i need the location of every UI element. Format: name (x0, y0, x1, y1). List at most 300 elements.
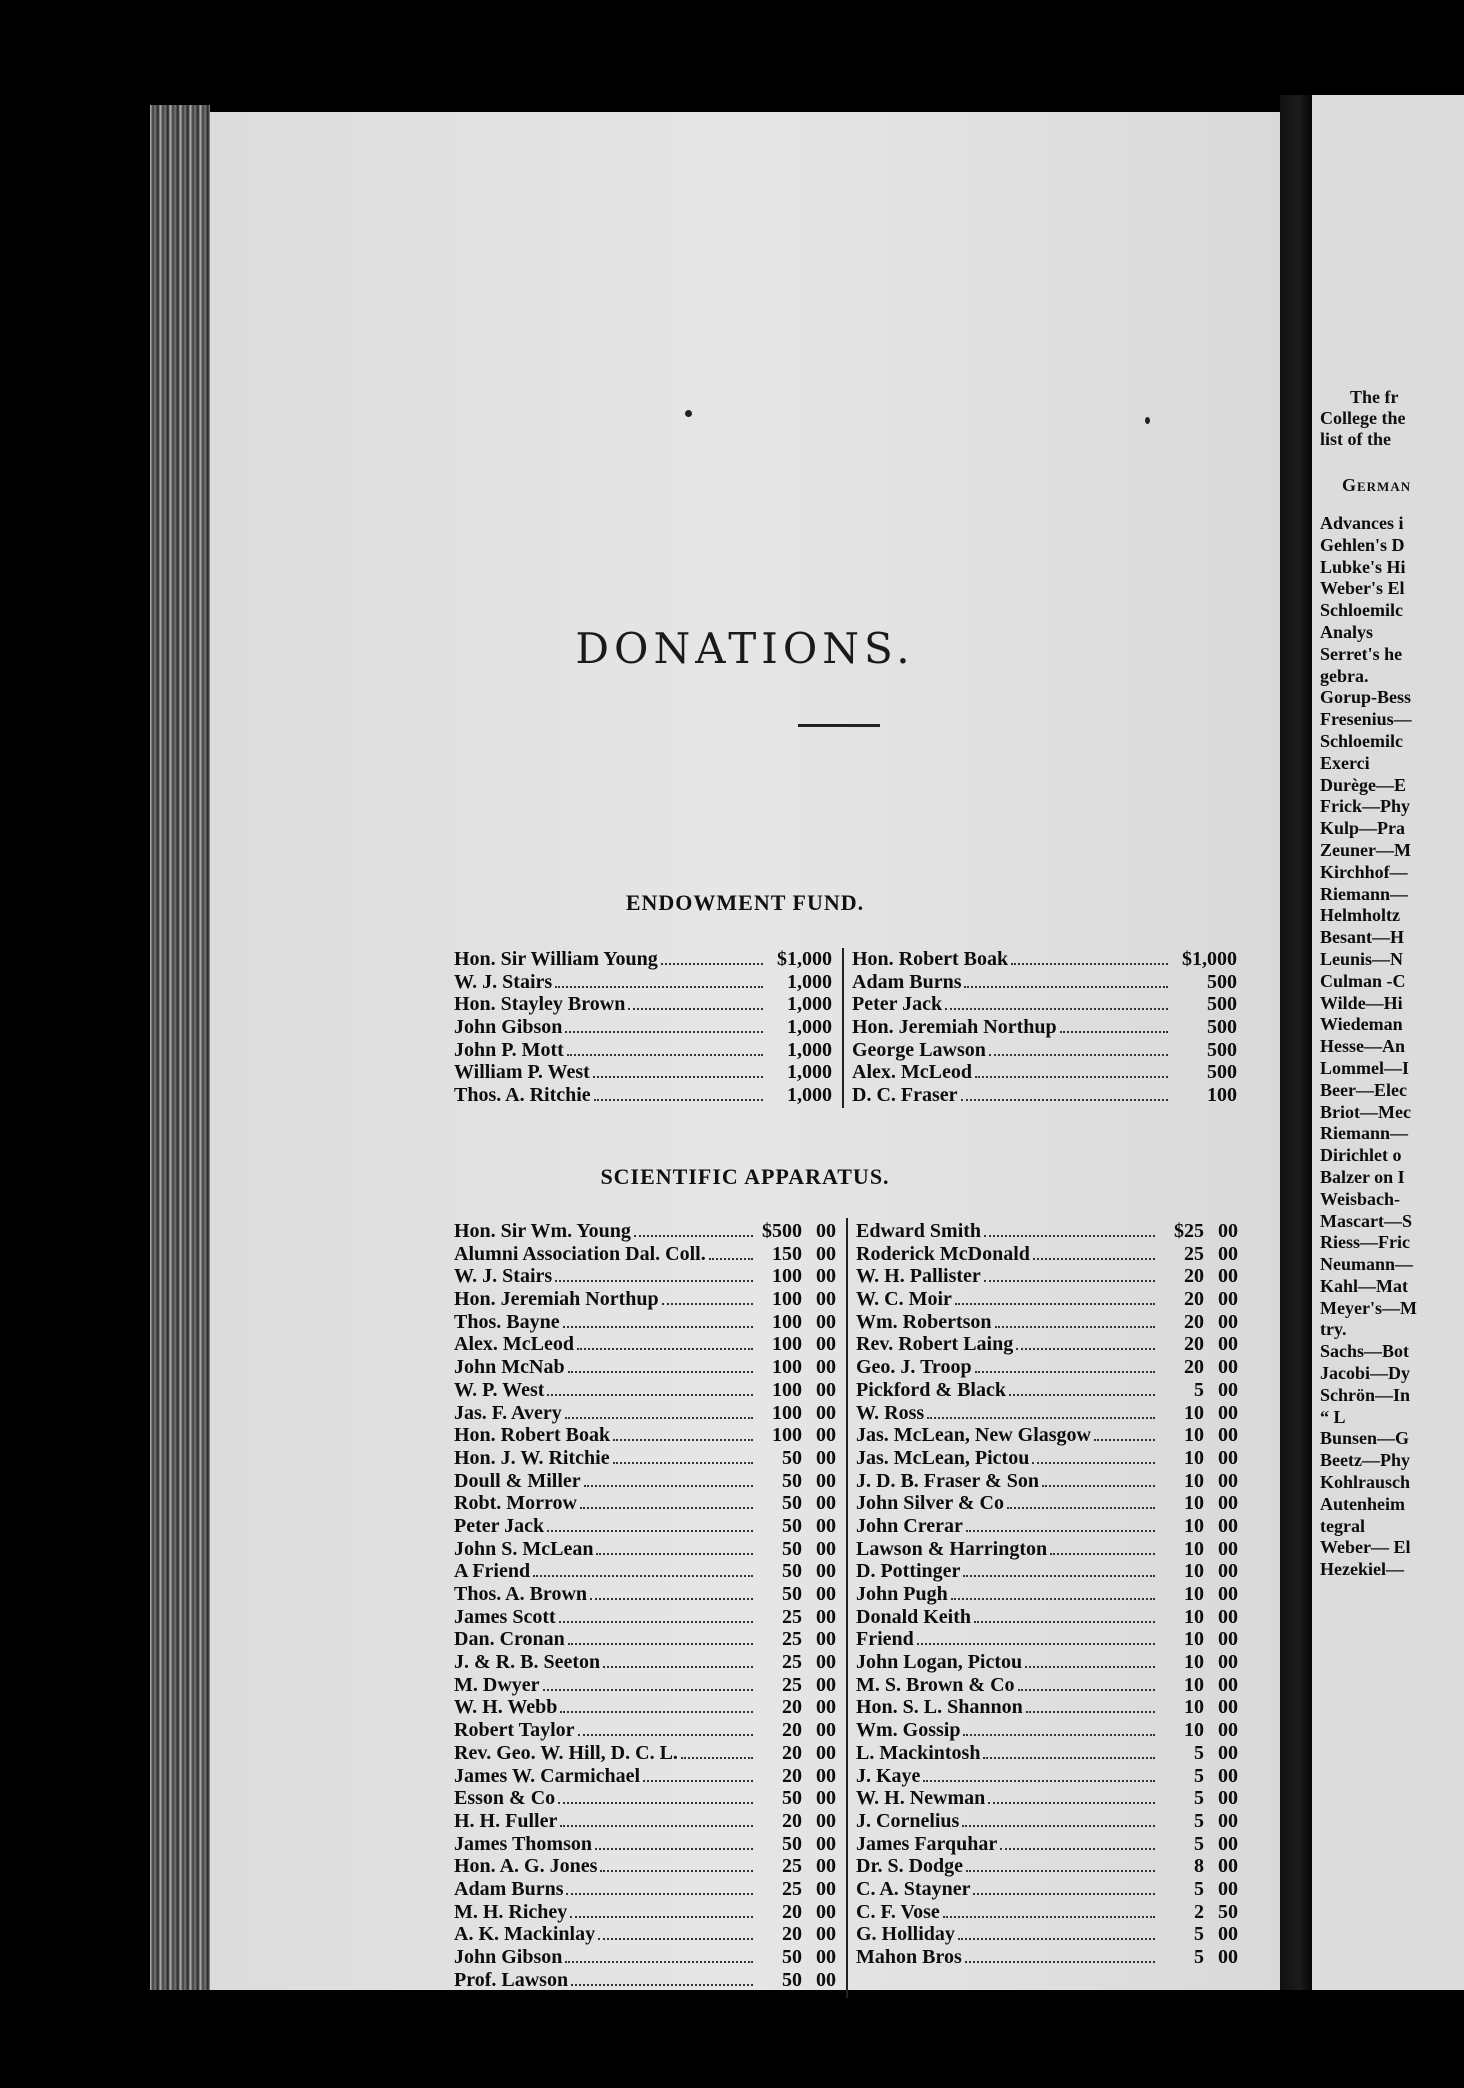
donor-name: John Logan, Pictou (856, 1651, 1023, 1674)
donor-row (852, 1061, 1237, 1084)
facing-list-item: Lommel—I (1320, 1057, 1409, 1078)
leader-dots (951, 1598, 1155, 1600)
donation-amount (1158, 1515, 1238, 1538)
leader-dots (963, 1734, 1155, 1736)
amount-cents: 00 (1218, 1310, 1238, 1333)
donor-row (454, 1969, 836, 1992)
donor-name: Thos. Bayne (454, 1310, 560, 1333)
amount-dollars: 20 (1184, 1265, 1204, 1288)
amount-dollars: 10 (1184, 1696, 1204, 1719)
donor-name: W. H. Pallister (856, 1265, 981, 1288)
donor-name: Peter Jack (852, 993, 943, 1016)
donation-amount (756, 1923, 836, 1946)
facing-list-item: Advances i (1320, 513, 1404, 533)
amount-cents: 00 (1218, 1719, 1238, 1742)
leader-dots (927, 1417, 1155, 1419)
donor-name: Adam Burns (454, 1877, 564, 1900)
leader-dots (628, 1008, 763, 1010)
donor-name: W. P. West (454, 1378, 545, 1401)
facing-list-item: Beer—Elec (1320, 1079, 1407, 1100)
donation-amount (1158, 1220, 1238, 1243)
facing-list (1320, 513, 1417, 1581)
donor-row (454, 1515, 836, 1538)
leader-dots (559, 1621, 753, 1623)
leader-dots (958, 1938, 1155, 1940)
leader-dots (594, 1099, 763, 1101)
leader-dots (590, 1598, 753, 1600)
donor-name: Robt. Morrow (454, 1492, 577, 1515)
facing-list-item: Besant—H (1320, 927, 1405, 948)
donation-amount (1158, 1765, 1238, 1788)
amount-dollars: 20 (782, 1696, 802, 1719)
donor-name: Pickford & Black (856, 1378, 1006, 1401)
amount-cents: 00 (816, 1855, 836, 1878)
amount-cents: 00 (816, 1923, 836, 1946)
amount-cents: 00 (816, 1651, 836, 1674)
facing-list-item: Culman -C (1320, 970, 1406, 991)
donor-row (454, 1696, 836, 1719)
amount-cents: 00 (1218, 1923, 1238, 1946)
donor-name: Hon. Sir Wm. Young (454, 1220, 631, 1242)
leader-dots (600, 1870, 753, 1872)
amount-dollars: $25 (1174, 1220, 1204, 1242)
amount-dollars: 20 (1184, 1310, 1204, 1333)
amount-dollars: 50 (782, 1946, 802, 1968)
donation-amount (1158, 1356, 1238, 1379)
donor-row (856, 1719, 1238, 1742)
facing-list-item: try. (1320, 1319, 1347, 1340)
column-divider (846, 1218, 848, 1998)
donor-name: James Scott (454, 1605, 556, 1628)
donor-name: John Pugh (856, 1583, 948, 1605)
amount-dollars: 25 (1184, 1242, 1204, 1265)
donor-name: G. Holliday (856, 1923, 955, 1946)
donor-row (454, 1220, 836, 1243)
donor-name: J. & R. B. Seeton (454, 1651, 601, 1674)
facing-intro-line: College the (1320, 408, 1406, 428)
leader-dots (975, 1076, 1168, 1078)
donor-row (856, 1356, 1238, 1379)
donation-amount (756, 1901, 836, 1924)
leader-dots (681, 1757, 753, 1759)
amount-dollars: 50 (782, 1492, 802, 1515)
amount-cents: 00 (816, 1378, 836, 1401)
donation-amount (756, 1424, 836, 1447)
page-title: DONATIONS. (575, 624, 915, 673)
donation-amount: 500 (1207, 1061, 1237, 1084)
leader-dots (584, 1485, 753, 1487)
donor-name: W. J. Stairs (454, 970, 553, 993)
donation-amount (1158, 1878, 1238, 1901)
donor-name: Jas. F. Avery (454, 1401, 562, 1424)
amount-dollars: 50 (782, 1469, 802, 1492)
donor-row (454, 1765, 836, 1788)
amount-dollars: 100 (772, 1265, 802, 1288)
amount-cents: 00 (816, 1832, 836, 1855)
amount-dollars: 50 (782, 1583, 802, 1605)
donor-name: H. H. Fuller (454, 1809, 558, 1832)
amount-dollars: 20 (782, 1809, 802, 1832)
endowment-heading: ENDOWMENT FUND. (625, 890, 865, 915)
donor-row (454, 1016, 832, 1039)
leader-dots (709, 1258, 753, 1260)
facing-list-item: Exerci (1320, 752, 1370, 773)
donation-amount (1158, 1696, 1238, 1719)
amount-cents: 00 (816, 1583, 836, 1605)
donor-name: Dr. S. Dodge (856, 1855, 964, 1878)
facing-list-item: Riemann— (1320, 1123, 1409, 1144)
donor-name: A. K. Mackinlay (454, 1923, 596, 1946)
donor-row (856, 1515, 1238, 1538)
donor-name: Wm. Robertson (856, 1310, 992, 1333)
donor-row (454, 1288, 836, 1311)
donation-amount (756, 1696, 836, 1719)
facing-list-item: Kohlrausch (1320, 1472, 1411, 1493)
ink-speck (685, 410, 692, 417)
donor-name: L. Mackintosh (856, 1741, 981, 1764)
leader-dots (577, 1348, 753, 1350)
amount-dollars: 8 (1194, 1855, 1204, 1878)
facing-list-item: Mascart—S (1320, 1210, 1412, 1231)
amount-cents: 00 (1218, 1492, 1238, 1515)
amount-cents: 00 (816, 1628, 836, 1651)
amount-cents: 00 (1218, 1832, 1238, 1855)
donor-row (856, 1651, 1238, 1674)
donor-name: J. Cornelius (856, 1809, 960, 1832)
facing-list-item: Frick—Phy (1320, 796, 1410, 817)
leader-dots (598, 1938, 753, 1940)
leader-dots (1033, 1258, 1155, 1260)
amount-cents: 00 (1218, 1764, 1238, 1787)
donor-row (856, 1470, 1238, 1493)
donor-name: Thos. A. Ritchie (454, 1084, 591, 1107)
facing-list-item: Autenheim (1320, 1493, 1405, 1514)
facing-list-item: Riemann— (1320, 883, 1409, 904)
leader-dots (567, 1054, 763, 1056)
donor-row (856, 1787, 1238, 1810)
amount-dollars: 100 (772, 1288, 802, 1311)
donor-name: Hon. Jeremiah Northup (454, 1288, 659, 1311)
donation-amount: 1,000 (787, 1016, 832, 1039)
book-gutter (1280, 95, 1312, 1990)
amount-cents: 00 (1218, 1242, 1238, 1265)
donation-amount (1158, 1606, 1238, 1629)
donor-name: Rev. Robert Laing (856, 1333, 1014, 1356)
donations-page (210, 112, 1280, 1990)
donor-row (454, 1379, 836, 1402)
leader-dots (568, 1371, 753, 1373)
donor-name: Hon. J. W. Ritchie (454, 1446, 610, 1469)
donation-amount (756, 1628, 836, 1651)
leader-dots (555, 986, 763, 988)
donation-amount (756, 1243, 836, 1266)
donor-row (852, 1016, 1237, 1039)
donation-amount: 1,000 (787, 1061, 832, 1084)
amount-cents: 00 (1218, 1583, 1238, 1605)
donation-amount (756, 1288, 836, 1311)
donation-amount: $1,000 (1182, 948, 1237, 970)
donor-row (454, 1424, 836, 1447)
amount-cents: 00 (816, 1333, 836, 1356)
donor-row (856, 1311, 1238, 1334)
donor-name: James W. Carmichael (454, 1764, 641, 1787)
amount-cents: 00 (816, 1719, 836, 1742)
amount-dollars: 20 (782, 1764, 802, 1787)
donor-name: J. D. B. Fraser & Son (856, 1469, 1039, 1492)
donor-row (856, 1243, 1238, 1266)
amount-dollars: 50 (782, 1537, 802, 1560)
donation-amount (756, 1402, 836, 1425)
amount-cents: 00 (816, 1242, 836, 1265)
donor-name: M. H. Richey (454, 1900, 568, 1923)
amount-cents: 00 (1218, 1651, 1238, 1674)
donation-amount: 500 (1207, 1038, 1237, 1061)
leader-dots (580, 1507, 753, 1509)
donor-row (454, 1265, 836, 1288)
donor-row (454, 1243, 836, 1266)
amount-cents: 00 (816, 1787, 836, 1810)
donor-name: Edward Smith (856, 1220, 982, 1242)
donor-name: Peter Jack (454, 1514, 545, 1537)
donor-row (454, 1674, 836, 1697)
donor-row (454, 1402, 836, 1425)
facing-list-item: Kahl—Mat (1320, 1275, 1408, 1296)
amount-cents: 00 (816, 1946, 836, 1968)
amount-cents: 00 (816, 1537, 836, 1560)
amount-dollars: 5 (1194, 1877, 1204, 1900)
amount-cents: 00 (1218, 1424, 1238, 1447)
leader-dots (568, 1643, 753, 1645)
leader-dots (974, 1621, 1155, 1623)
amount-cents: 00 (816, 1673, 836, 1696)
donation-amount (1158, 1402, 1238, 1425)
donor-row (454, 1878, 836, 1901)
donor-name: Thos. A. Brown (454, 1583, 588, 1605)
donor-row (856, 1765, 1238, 1788)
donation-amount (756, 1515, 836, 1538)
donor-row (454, 971, 832, 994)
leader-dots (973, 1893, 1155, 1895)
donor-row (454, 1855, 836, 1878)
leader-dots (555, 1280, 753, 1282)
donor-name: W. J. Stairs (454, 1265, 553, 1288)
amount-dollars: 5 (1194, 1741, 1204, 1764)
donor-name: Geo. J. Troop (856, 1356, 972, 1379)
donor-name: John P. Mott (454, 1038, 564, 1061)
amount-dollars: 25 (782, 1877, 802, 1900)
donor-name: W. C. Moir (856, 1288, 952, 1311)
donor-row (454, 1039, 832, 1062)
donation-amount (1158, 1810, 1238, 1833)
donor-row (454, 1311, 836, 1334)
donation-amount (1158, 1787, 1238, 1810)
amount-dollars: 10 (1184, 1469, 1204, 1492)
donor-row (856, 1810, 1238, 1833)
facing-list-item: Balzer on I (1320, 1166, 1405, 1187)
donor-row (852, 993, 1237, 1016)
donor-row (856, 1288, 1238, 1311)
facing-list-item: Dirichlet o (1320, 1145, 1402, 1166)
donor-name: Lawson & Harrington (856, 1537, 1048, 1560)
donor-row (856, 1833, 1238, 1856)
amount-dollars: 100 (772, 1401, 802, 1424)
facing-list-item: Wiedeman (1320, 1014, 1403, 1035)
amount-cents: 00 (1218, 1809, 1238, 1832)
book-edge (150, 105, 210, 1990)
donor-row (454, 1061, 832, 1084)
amount-dollars: 50 (782, 1560, 802, 1583)
donor-row (856, 1447, 1238, 1470)
donation-amount (756, 1470, 836, 1493)
amount-cents: 00 (1218, 1469, 1238, 1492)
amount-dollars: 10 (1184, 1424, 1204, 1447)
donor-name: J. Kaye (856, 1764, 921, 1787)
donor-row (856, 1742, 1238, 1765)
donor-row (454, 1833, 836, 1856)
leader-dots (995, 1326, 1155, 1328)
facing-intro-line: list of the (1320, 429, 1391, 449)
apparatus-left-column (454, 1220, 836, 1991)
facing-intro (1320, 387, 1405, 450)
facing-list-item: Kulp—Pra (1320, 818, 1406, 839)
amount-cents: 00 (816, 1968, 836, 1991)
amount-dollars: 10 (1184, 1560, 1204, 1583)
donor-name: Alumni Association Dal. Coll. (454, 1242, 706, 1265)
donation-amount: $1,000 (777, 948, 832, 970)
donor-row (856, 1538, 1238, 1561)
amount-dollars: $500 (762, 1220, 802, 1242)
donor-name: George Lawson (852, 1038, 986, 1061)
facing-list-item: Schloemilc (1320, 600, 1403, 621)
donation-amount (1158, 1424, 1238, 1447)
donation-amount (756, 1946, 836, 1969)
leader-dots (943, 1916, 1155, 1918)
amount-cents: 00 (816, 1446, 836, 1469)
amount-dollars: 10 (1184, 1628, 1204, 1651)
ink-speck (1145, 417, 1150, 424)
leader-dots (565, 1031, 763, 1033)
leader-dots (1009, 1394, 1155, 1396)
amount-dollars: 25 (782, 1855, 802, 1878)
leader-dots (966, 1530, 1155, 1532)
leader-dots (571, 1984, 753, 1986)
donor-row (856, 1923, 1238, 1946)
amount-cents: 00 (1218, 1877, 1238, 1900)
amount-cents: 00 (816, 1900, 836, 1923)
amount-dollars: 10 (1184, 1719, 1204, 1742)
donation-amount (1158, 1651, 1238, 1674)
amount-dollars: 2 (1194, 1900, 1204, 1923)
facing-list-item: Weisbach- (1320, 1188, 1401, 1209)
leader-dots (923, 1780, 1155, 1782)
leader-dots (578, 1734, 753, 1736)
amount-dollars: 10 (1184, 1492, 1204, 1515)
amount-dollars: 100 (772, 1424, 802, 1447)
amount-dollars: 20 (782, 1741, 802, 1764)
endowment-right-column (852, 948, 1237, 1107)
facing-list-item: Leunis—N (1320, 948, 1404, 969)
donor-name: James Farquhar (856, 1832, 998, 1855)
leader-dots (613, 1439, 753, 1441)
donor-row (454, 1356, 836, 1379)
amount-cents: 00 (1218, 1537, 1238, 1560)
donation-amount (756, 1719, 836, 1742)
donation-amount (756, 1606, 836, 1629)
donor-name: John Crerar (856, 1514, 963, 1537)
facing-list-item: Wilde—Hi (1320, 992, 1403, 1013)
donation-amount (756, 1833, 836, 1856)
donation-amount (1158, 1628, 1238, 1651)
facing-list-item: Kirchhof— (1320, 861, 1408, 882)
donor-row (852, 948, 1237, 971)
donor-name: D. Pottinger (856, 1560, 961, 1583)
donation-amount: 1,000 (787, 1084, 832, 1107)
leader-dots (963, 1575, 1155, 1577)
facing-list-item: Hesse—An (1320, 1036, 1405, 1057)
leader-dots (1016, 1348, 1155, 1350)
donor-row (454, 1923, 836, 1946)
amount-dollars: 25 (782, 1673, 802, 1696)
donation-amount (1158, 1742, 1238, 1765)
leader-dots (984, 1235, 1155, 1237)
donation-amount (1158, 1447, 1238, 1470)
amount-cents: 00 (816, 1605, 836, 1628)
donor-name: W. H. Webb (454, 1696, 558, 1719)
facing-list-item: tegral (1320, 1515, 1365, 1536)
facing-list-item: “ L (1320, 1406, 1346, 1427)
facing-list-item: Gehlen's D (1320, 534, 1405, 555)
leader-dots (560, 1825, 753, 1827)
facing-intro-line: The fr (1350, 387, 1399, 407)
donor-row (454, 1787, 836, 1810)
donor-name: Hon. Robert Boak (852, 948, 1009, 970)
leader-dots (1011, 963, 1168, 965)
amount-dollars: 10 (1184, 1673, 1204, 1696)
donor-name: William P. West (454, 1061, 590, 1084)
donation-amount (756, 1651, 836, 1674)
facing-list-item: Beetz—Phy (1320, 1450, 1410, 1471)
facing-list-item: Serret's he (1320, 643, 1403, 664)
donor-name: John McNab (454, 1356, 565, 1379)
leader-dots (988, 1802, 1155, 1804)
donor-row (856, 1583, 1238, 1606)
amount-cents: 00 (816, 1424, 836, 1447)
donation-amount (1158, 1288, 1238, 1311)
amount-cents: 00 (1218, 1741, 1238, 1764)
amount-dollars: 10 (1184, 1583, 1204, 1605)
donor-row (454, 948, 832, 971)
donor-name: Roderick McDonald (856, 1242, 1030, 1265)
donor-row (856, 1424, 1238, 1447)
facing-list-item: Fresenius— (1320, 709, 1412, 730)
leader-dots (961, 1099, 1168, 1101)
donor-row (856, 1878, 1238, 1901)
leader-dots (1000, 1848, 1155, 1850)
donor-row (856, 1696, 1238, 1719)
donor-name: Wm. Gossip (856, 1719, 961, 1742)
apparatus-right-column (856, 1220, 1238, 1969)
amount-cents: 00 (1218, 1787, 1238, 1810)
donor-name: Mahon Bros (856, 1946, 962, 1968)
amount-cents: 00 (816, 1560, 836, 1583)
leader-dots (595, 1848, 753, 1850)
donation-amount (1158, 1311, 1238, 1334)
donor-row (454, 1538, 836, 1561)
donor-row (454, 993, 832, 1016)
donation-amount (756, 1855, 836, 1878)
amount-dollars: 10 (1184, 1605, 1204, 1628)
donation-amount (756, 1878, 836, 1901)
